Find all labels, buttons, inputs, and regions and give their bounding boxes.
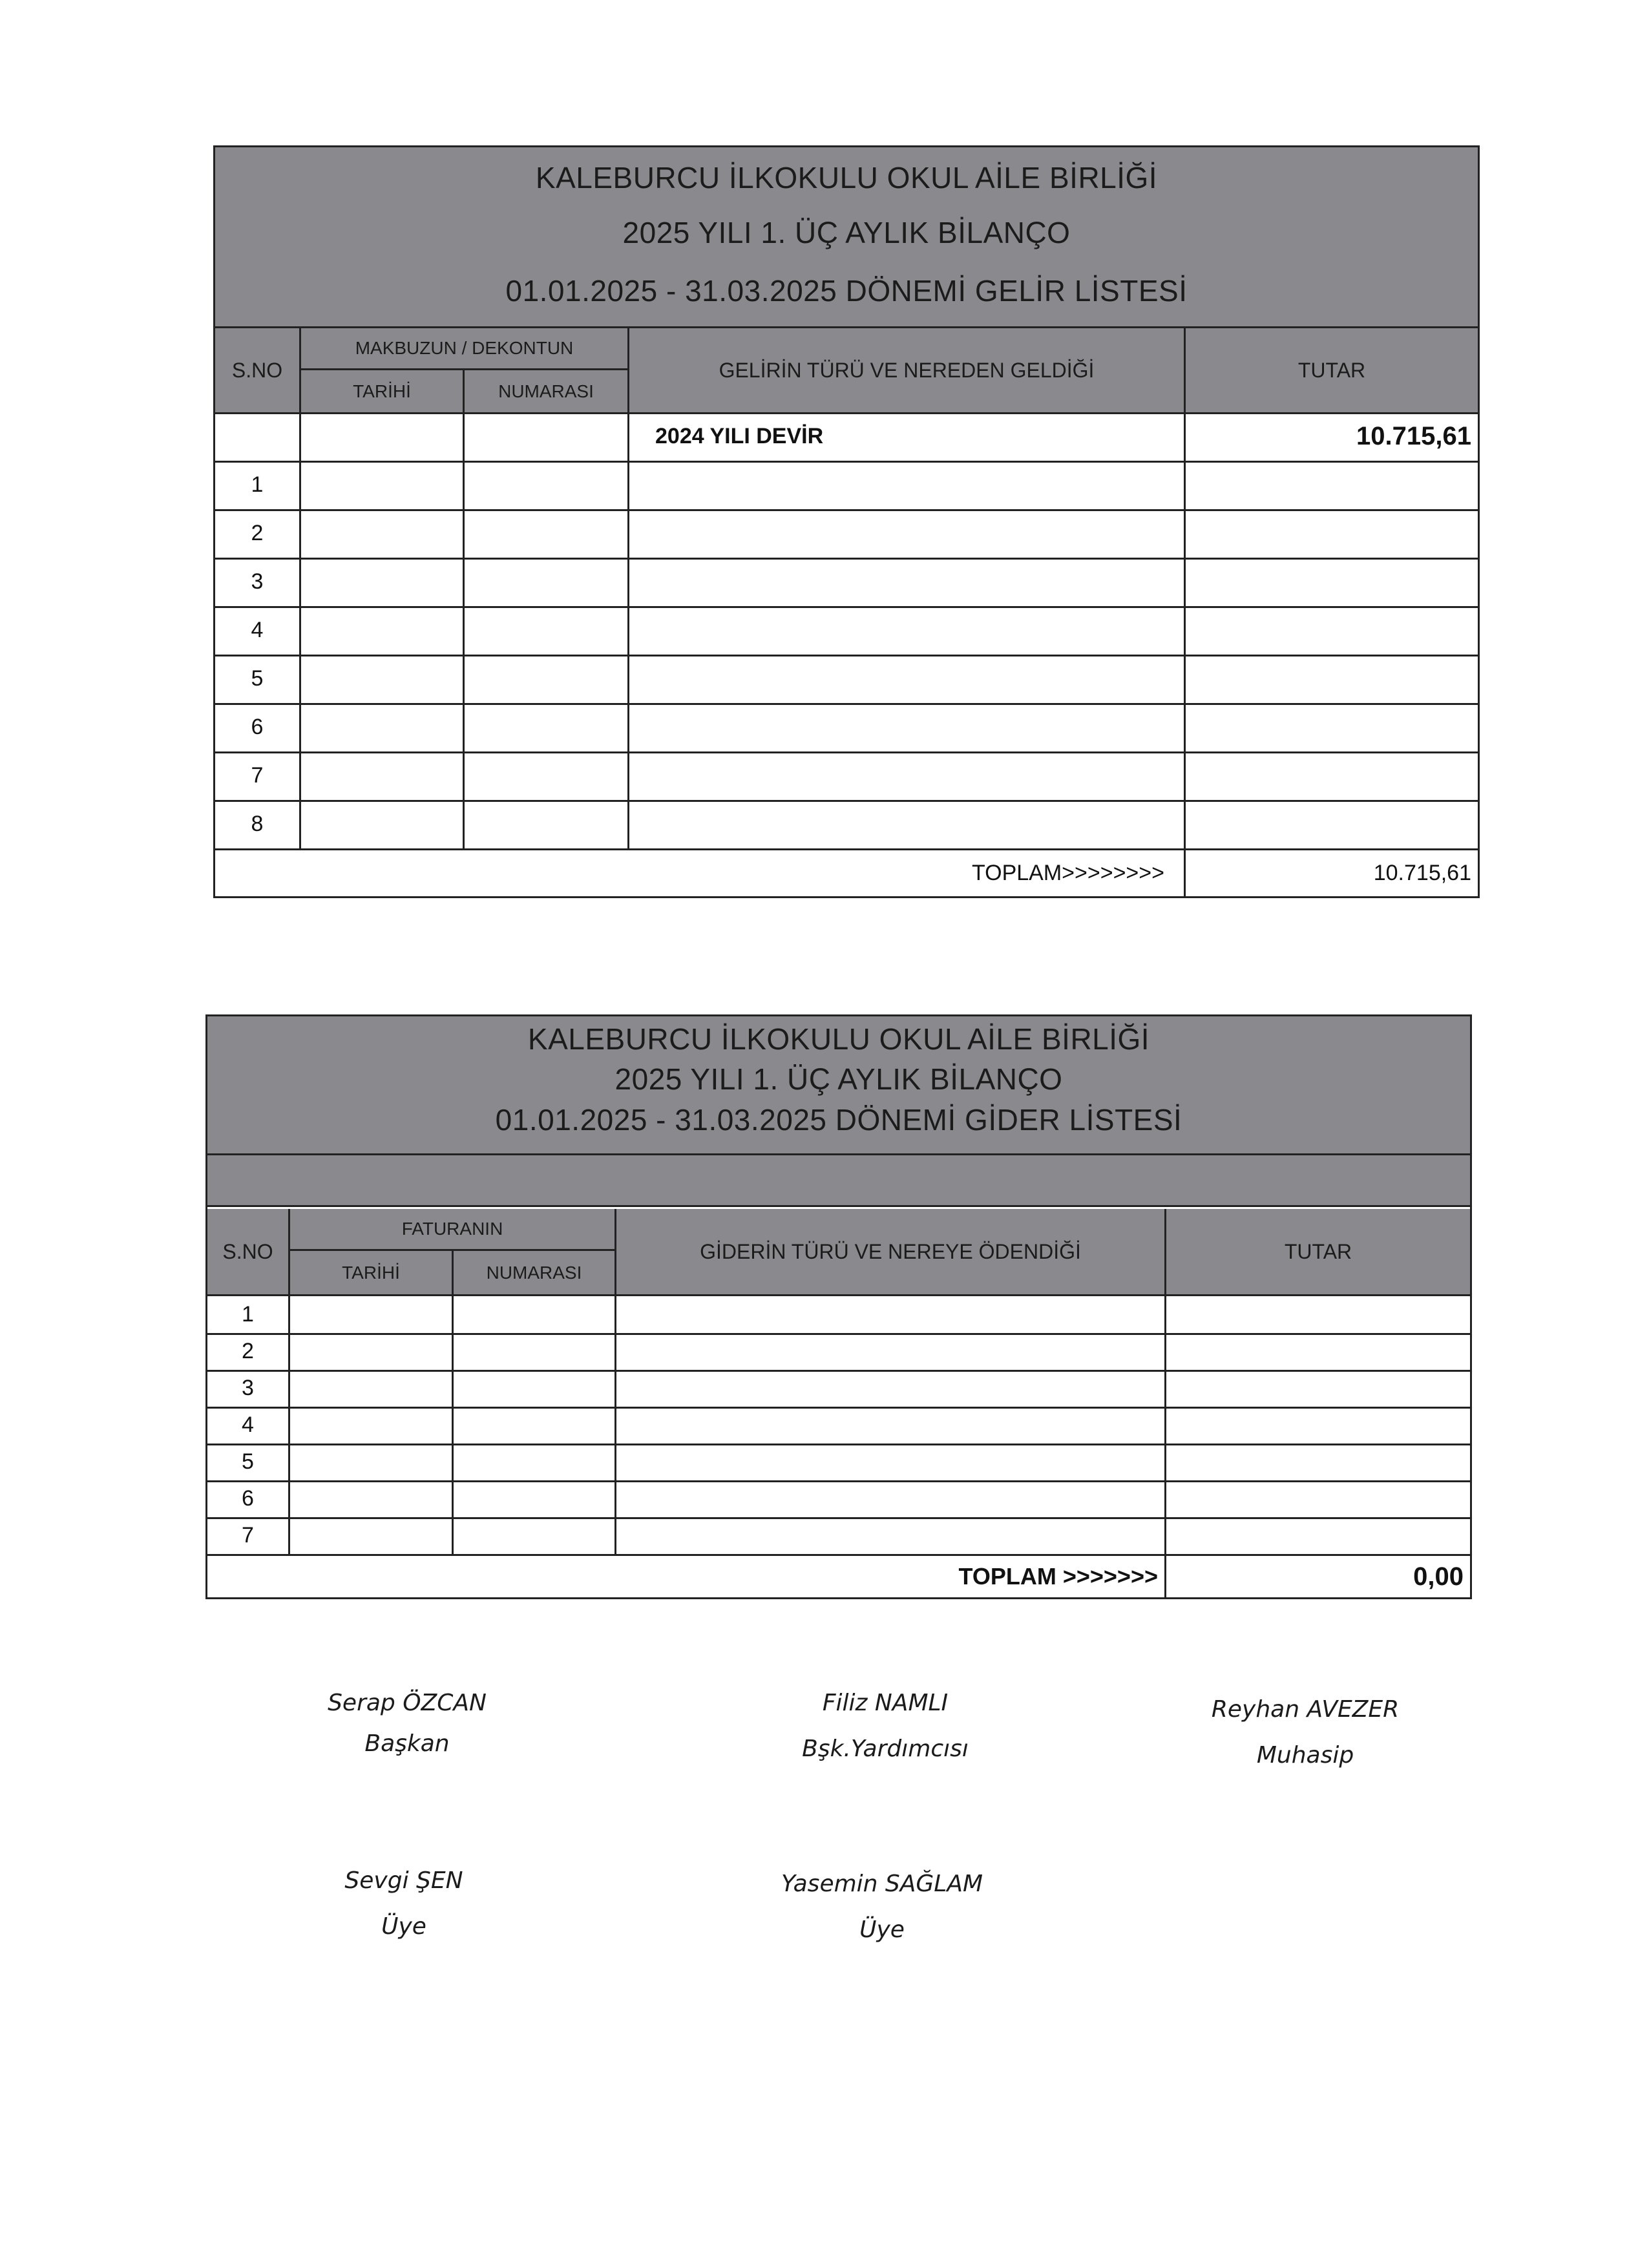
income-title-line2: 2025 YILI 1. ÜÇ AYLIK BİLANÇO <box>622 216 1071 249</box>
signature-name: Filiz NAMLI <box>822 1690 949 1716</box>
expense-title-line1: KALEBURCU İLKOKULU OKUL AİLE BİRLİĞİ <box>527 1022 1150 1056</box>
grid-line <box>215 412 1478 414</box>
signature-name: Reyhan AVEZER <box>1211 1696 1400 1723</box>
income-title-line1: KALEBURCU İLKOKULU OKUL AİLE BİRLİĞİ <box>535 161 1158 194</box>
list-item: 1 <box>251 472 264 497</box>
expense-title-line3: 01.01.2025 - 31.03.2025 DÖNEMİ GİDER LİSTESİ <box>495 1103 1182 1137</box>
income-col-group: MAKBUZUN / DEKONTUN <box>301 328 627 368</box>
grid-line <box>207 1517 1470 1519</box>
income-carry-desc: 2024 YILI DEVİR <box>655 424 824 448</box>
grid-line <box>1184 328 1186 896</box>
signature-president <box>246 1690 569 1757</box>
expense-table <box>205 1014 1472 1599</box>
income-col-sno: S.NO <box>215 328 299 412</box>
expense-col-group: FATURANIN <box>290 1209 614 1249</box>
expense-header-spacer <box>207 1155 1470 1207</box>
expense-total-label: TOPLAM >>>>>>> <box>958 1563 1158 1590</box>
signature-name: Sevgi ŞEN <box>344 1867 463 1894</box>
grid-line <box>627 328 629 848</box>
list-item: 4 <box>251 618 264 642</box>
list-item: 3 <box>242 1376 254 1400</box>
income-table <box>213 145 1480 898</box>
grid-line <box>215 606 1478 608</box>
grid-line <box>207 1407 1470 1409</box>
income-carry-amount: 10.715,61 <box>1356 422 1471 450</box>
income-col-number: NUMARASI <box>465 370 627 412</box>
signature-member-1 <box>242 1867 565 1940</box>
grid-line <box>207 1554 1470 1556</box>
signature-role: Başkan <box>364 1730 450 1757</box>
income-total-amount: 10.715,61 <box>1373 861 1471 885</box>
grid-line <box>207 1294 1470 1296</box>
signature-name: Serap ÖZCAN <box>328 1690 487 1716</box>
list-item: 8 <box>251 812 264 836</box>
grid-line <box>288 1209 290 1554</box>
grid-line <box>463 368 465 848</box>
expense-col-desc: GİDERİN TÜRÜ VE NEREYE ÖDENDİĞİ <box>616 1209 1164 1294</box>
expense-total-amount: 0,00 <box>1413 1562 1464 1591</box>
grid-line <box>207 1370 1470 1372</box>
list-item: 2 <box>242 1339 254 1363</box>
grid-line <box>452 1249 454 1554</box>
grid-line <box>215 558 1478 560</box>
signature-role: Üye <box>859 1916 905 1943</box>
signature-accountant <box>1144 1696 1467 1769</box>
grid-line <box>1164 1209 1166 1597</box>
expense-title-line2: 2025 YILI 1. ÜÇ AYLIK BİLANÇO <box>614 1062 1063 1096</box>
income-col-amount: TUTAR <box>1186 328 1478 412</box>
income-title-line3: 01.01.2025 - 31.03.2025 DÖNEMİ GELİR LİSTESİ <box>505 274 1188 308</box>
list-item: 3 <box>251 569 264 594</box>
list-item: 5 <box>242 1449 254 1474</box>
income-title-band <box>215 147 1478 328</box>
income-col-desc: GELİRİN TÜRÜ VE NEREDEN GELDİĞİ <box>629 328 1184 412</box>
grid-line <box>614 1209 616 1554</box>
expense-col-date: TARİHİ <box>290 1251 452 1294</box>
list-item: 4 <box>242 1412 254 1437</box>
expense-col-amount: TUTAR <box>1166 1209 1470 1294</box>
signature-vice-president <box>724 1690 1047 1762</box>
grid-line <box>215 751 1478 753</box>
signature-member-2 <box>720 1871 1044 1943</box>
grid-line <box>299 328 301 848</box>
expense-title-band <box>207 1016 1470 1155</box>
signature-role: Bşk.Yardımcısı <box>802 1736 969 1762</box>
grid-line <box>215 461 1478 463</box>
grid-line <box>207 1444 1470 1445</box>
grid-line <box>207 1333 1470 1335</box>
list-item: 1 <box>242 1302 254 1327</box>
signature-role: Muhasip <box>1256 1742 1354 1769</box>
grid-line <box>215 848 1478 850</box>
list-item: 7 <box>242 1523 254 1548</box>
income-total-label: TOPLAM>>>>>>>> <box>971 861 1164 885</box>
expense-col-number: NUMARASI <box>454 1251 614 1294</box>
expense-col-sno: S.NO <box>207 1209 288 1294</box>
signature-role: Üye <box>381 1913 426 1940</box>
list-item: 7 <box>251 763 264 788</box>
signature-name: Yasemin SAĞLAM <box>781 1871 983 1897</box>
income-col-date: TARİHİ <box>301 370 463 412</box>
grid-line <box>207 1480 1470 1482</box>
grid-line <box>215 703 1478 705</box>
grid-line <box>215 655 1478 656</box>
list-item: 6 <box>251 715 264 739</box>
grid-line <box>215 800 1478 802</box>
list-item: 2 <box>251 521 264 545</box>
list-item: 6 <box>242 1486 254 1511</box>
list-item: 5 <box>251 666 264 691</box>
grid-line <box>215 509 1478 511</box>
